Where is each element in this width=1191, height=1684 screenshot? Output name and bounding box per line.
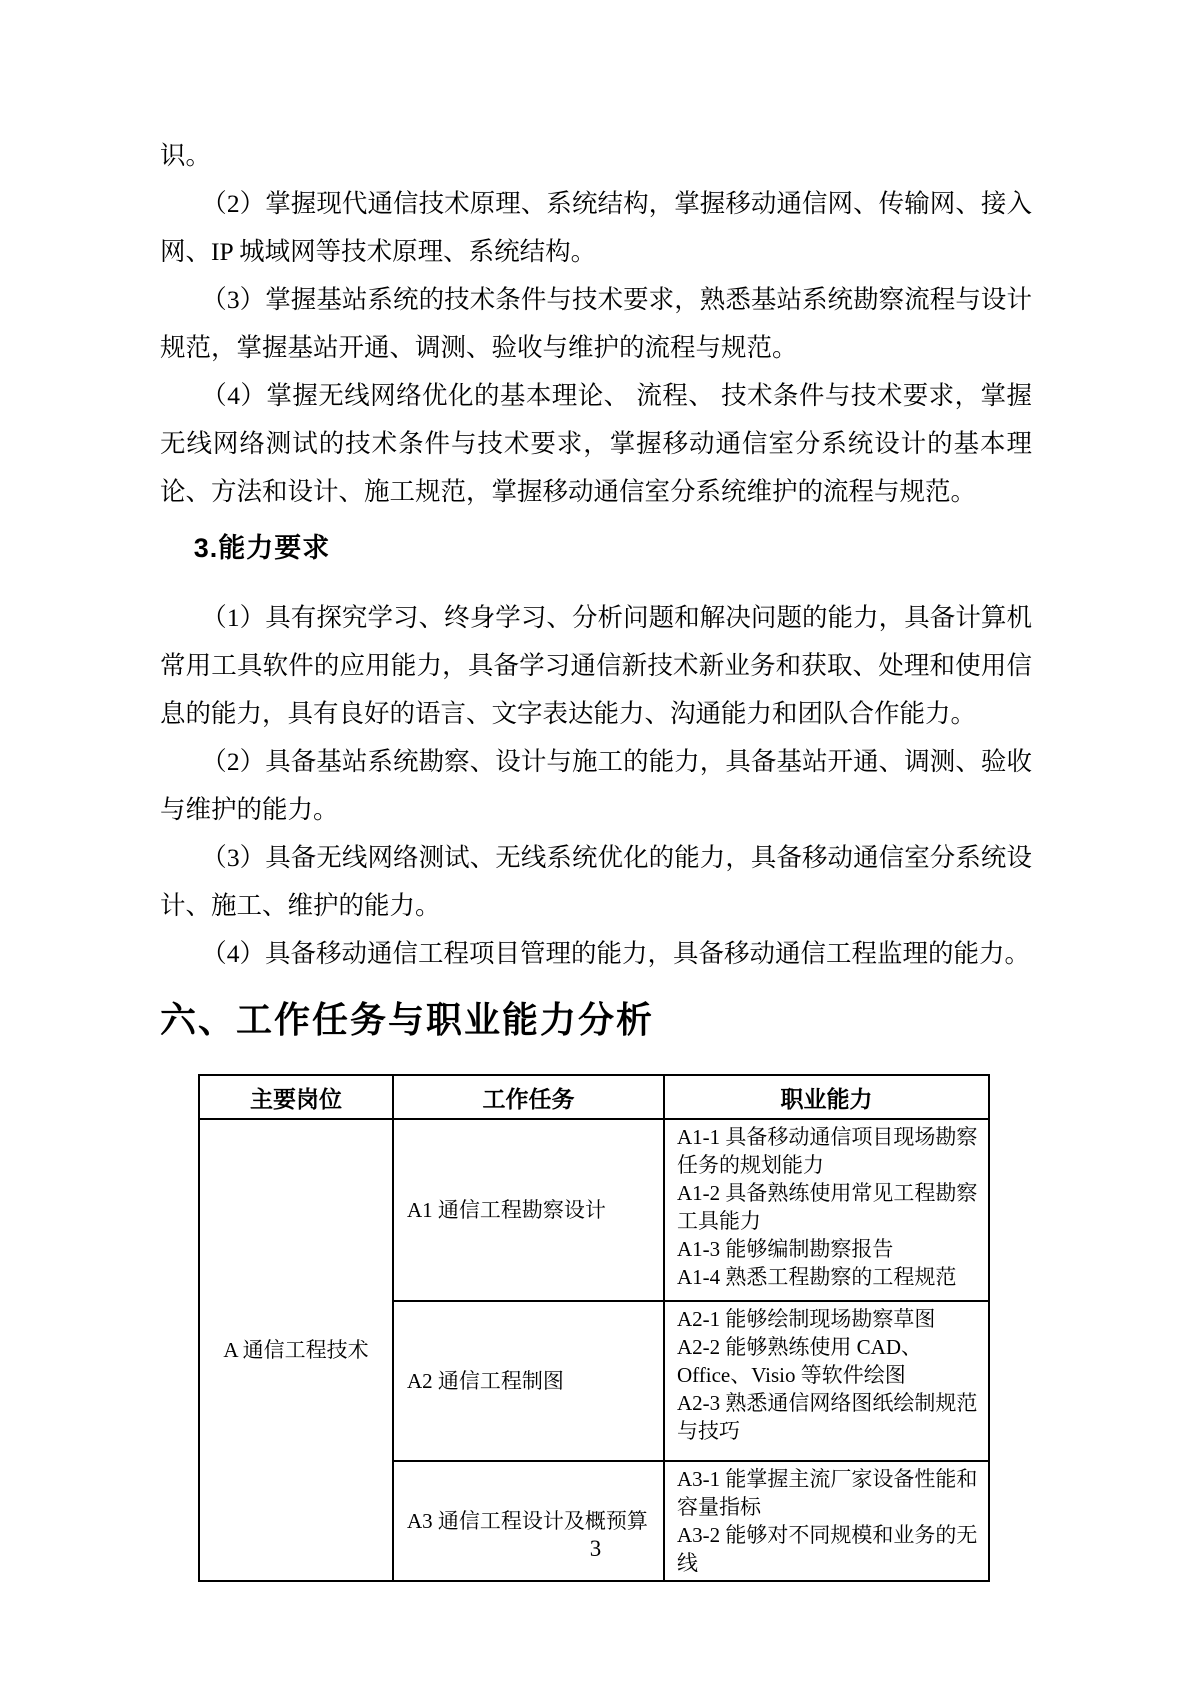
ability-item: A2-3 熟悉通信网络图纸绘制规范与技巧 [677, 1391, 978, 1443]
ability-item: A1-2 具备熟练使用常见工程勘察工具能力 [677, 1181, 978, 1233]
header-main-position: 主要岗位 [199, 1075, 393, 1119]
table-header-row [199, 1075, 989, 1119]
ability-cell-a2 [664, 1301, 989, 1461]
ability-item: A1-1 具备移动通信项目现场勘察任务的规划能力 [677, 1125, 978, 1177]
task-cell-a3: A3 通信工程设计及概预算 [393, 1461, 664, 1581]
ability-item: A3-2 能够对不同规模和业务的无线 [677, 1523, 978, 1575]
header-work-task: 工作任务 [393, 1075, 664, 1119]
section-six-heading: 六、工作任务与职业能力分析 [160, 999, 655, 1040]
paragraph-knowledge-3: （3）掌握基站系统的技术条件与技术要求，熟悉基站系统勘察流程与设计规范，掌握基站开通、调测、验收与维护的流程与规范。 [160, 285, 1032, 362]
ability-item: A3-1 能掌握主流厂家设备性能和容量指标 [677, 1467, 978, 1519]
ability-item: A1-3 能够编制勘察报告 [677, 1237, 894, 1261]
ability-item: A2-1 能够绘制现场勘察草图 [677, 1307, 936, 1331]
paragraph-ability-4: （4）具备移动通信工程项目管理的能力，具备移动通信工程监理的能力。 [201, 939, 1031, 968]
header-professional-ability: 职业能力 [664, 1075, 989, 1119]
page-number: 3 [589, 1536, 602, 1561]
ability-cell-a1 [664, 1119, 989, 1301]
paragraph-knowledge-4: （4）掌握无线网络优化的基本理论、 流程、 技术条件与技术要求，掌握无线网络测试的技术条件与技术要求，掌握移动通信室分系统设计的基本理论、方法和设计、施工规范，掌握移动通信室分系统维护的流程与规范。 [160, 381, 1032, 506]
task-cell-a1: A1 通信工程勘察设计 [393, 1119, 664, 1301]
table-row [199, 1119, 989, 1301]
ability-cell-a3 [664, 1461, 989, 1581]
ability-item: A1-4 熟悉工程勘察的工程规范 [677, 1265, 957, 1289]
paragraph-ability-3: （3）具备无线网络测试、无线系统优化的能力，具备移动通信室分系统设计、施工、维护的能力。 [160, 843, 1032, 920]
task-cell-a2: A2 通信工程制图 [393, 1301, 664, 1461]
ability-item: A2-2 能够熟练使用 CAD、Office、Visio 等软件绘图 [677, 1335, 922, 1387]
paragraph-ability-1: （1）具有探究学习、终身学习、分析问题和解决问题的能力，具备计算机常用工具软件的应用能力，具备学习通信新技术新业务和获取、处理和使用信息的能力，具有良好的语言、文字表达能力、沟通能力和团队合作能力。 [160, 603, 1032, 728]
paragraph-ability-2: （2）具备基站系统勘察、设计与施工的能力，具备基站开通、调测、验收与维护的能力。 [160, 747, 1032, 824]
paragraph-continuation: 识。 [160, 141, 212, 170]
paragraph-knowledge-2: （2）掌握现代通信技术原理、系统结构，掌握移动通信网、传输网、接入网、IP 城域网等技术原理、系统结构。 [160, 189, 1032, 266]
ability-requirements-heading: 3.能力要求 [193, 533, 331, 563]
position-cell: A 通信工程技术 [199, 1119, 393, 1581]
task-analysis-table [198, 1074, 990, 1582]
content-area [160, 132, 1032, 1582]
